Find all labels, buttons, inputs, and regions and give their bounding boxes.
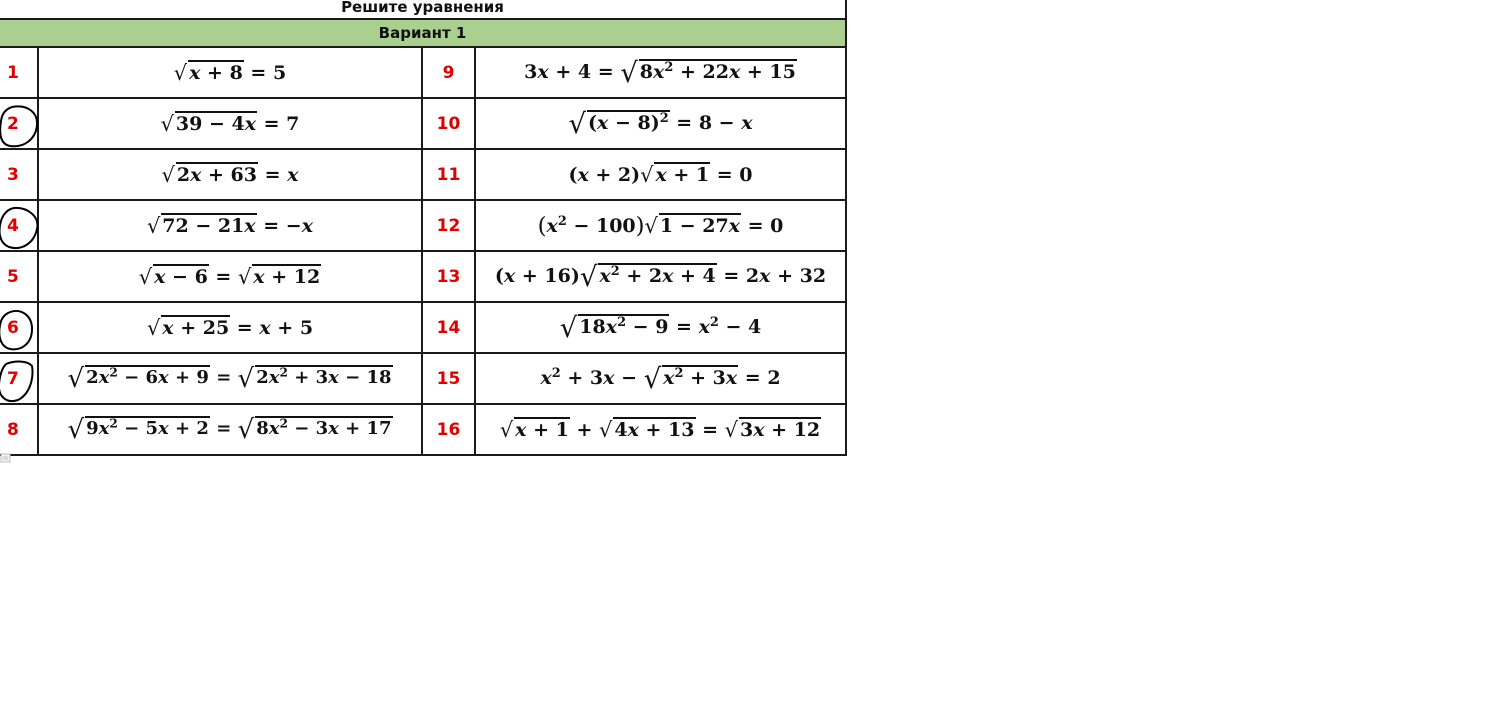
- table-row: [0, 47, 846, 98]
- radical: √ x + 1: [499, 417, 569, 442]
- problem-number: [0, 302, 38, 353]
- equation-2: √ 39 − 4x = 7: [38, 98, 422, 149]
- number-label: 8: [7, 419, 19, 440]
- variant-row: [0, 19, 846, 47]
- number-label: 13: [436, 266, 461, 287]
- table-row: [0, 98, 846, 149]
- equation-7: √ $2x^2 - 6x + 9$ = √ $2x^2 + 3x - 18$: [38, 353, 422, 404]
- radical: √ x + 8: [173, 60, 243, 85]
- radical: √ x + 25: [146, 315, 230, 340]
- radical: √ $(x - 8)^2$: [568, 107, 669, 140]
- problem-number: [0, 200, 38, 251]
- problem-number: [422, 404, 475, 455]
- number-label: 11: [436, 164, 461, 185]
- radical: √ $9x^2 - 5x + 2$: [67, 414, 209, 445]
- number-label: 15: [436, 368, 461, 389]
- radical: √ $x^2 + 3x$: [643, 362, 738, 395]
- equation-9: 3x + 4 = √ $8x^2 + 22x + 15$: [475, 47, 846, 98]
- problem-number: [422, 353, 475, 404]
- equation-10: √ $(x - 8)^2 = 8 - x$: [475, 98, 846, 149]
- equation-11: (x + 2)√ x + 1 = 0: [475, 149, 846, 200]
- number-label: 7: [7, 368, 19, 389]
- number-label: 5: [7, 266, 19, 287]
- radical: √ 72 − 21x: [146, 213, 256, 238]
- equation-1: √ x + 8 = 5: [38, 47, 422, 98]
- radical: √ $x^2 + 2x + 4$: [579, 260, 716, 293]
- equation-8: √ $9x^2 - 5x + 2$ = √ $8x^2 - 3x + 17$: [38, 404, 422, 455]
- radical: √ $8x^2 + 22x + 15$: [620, 56, 796, 89]
- equation-16: √ x + 1 + √ 4x + 13 = √ 3x + 12: [475, 404, 846, 455]
- number-label: 6: [7, 317, 19, 338]
- problem-number: [422, 302, 475, 353]
- number-label: 12: [436, 215, 461, 236]
- radical: √ 39 − 4x: [160, 111, 257, 136]
- problem-number: [422, 200, 475, 251]
- problem-number: [0, 404, 38, 455]
- equation-14: √ $18x^2 - 9 = x^2 - 4$: [475, 302, 846, 353]
- number-label: 4: [7, 215, 19, 236]
- equation-13: (x + 16)√ $x^2 + 2x + 4 = 2x + 32$: [475, 251, 846, 302]
- table-row: [0, 251, 846, 302]
- radical: √ 3x + 12: [724, 417, 821, 442]
- problem-number: [0, 353, 38, 404]
- radical: √ $2x^2 + 3x - 18$: [237, 363, 392, 394]
- problem-number: [422, 47, 475, 98]
- number-label: 1: [7, 62, 19, 83]
- radical: √ $8x^2 - 3x + 17$: [237, 414, 392, 445]
- radical: √ x + 1: [640, 162, 710, 187]
- equation-5: √ x − 6 = √ x + 12: [38, 251, 422, 302]
- radical: √ $18x^2 - 9$: [559, 311, 669, 344]
- problem-number: [422, 251, 475, 302]
- radical: √ $2x^2 - 6x + 9$: [67, 363, 209, 394]
- table-row: [0, 149, 846, 200]
- equations-worksheet: [0, 0, 846, 456]
- equation-12: $(x^2 - 100)√$ 1 − 27x = 0: [475, 200, 846, 251]
- problem-number: [0, 251, 38, 302]
- equation-6: √ x + 25 = x + 5: [38, 302, 422, 353]
- radical: √ x − 6: [138, 264, 208, 289]
- number-label: 2: [7, 113, 19, 134]
- table-row: [0, 404, 846, 455]
- table-row: [0, 302, 846, 353]
- title-row: [0, 0, 846, 19]
- problem-number: [422, 98, 475, 149]
- problem-number: [0, 149, 38, 200]
- number-label: 16: [436, 419, 461, 440]
- table-row: [0, 200, 846, 251]
- equation-4: √ 72 − 21x = −x: [38, 200, 422, 251]
- number-label: 9: [442, 62, 455, 83]
- number-label: 10: [436, 113, 461, 134]
- table-row: [0, 353, 846, 404]
- problem-number: [422, 149, 475, 200]
- paste-options-icon[interactable]: [0, 452, 14, 464]
- equations-table: [0, 0, 847, 456]
- variant-label: Вариант 1: [0, 19, 846, 47]
- radical: √ 1 − 27x: [644, 213, 740, 238]
- sheet-title: Решите уравнения: [0, 0, 846, 19]
- radical: √ 2x + 63: [161, 162, 257, 187]
- radical: √ x + 12: [237, 264, 321, 289]
- radical: √ 4x + 13: [599, 417, 695, 442]
- number-label: 3: [7, 164, 19, 185]
- equation-15: $x^2 + 3x$ − √ $x^2 + 3x = 2$: [475, 353, 846, 404]
- problem-number: [0, 98, 38, 149]
- problem-number: [0, 47, 38, 98]
- equation-3: √ 2x + 63 = x: [38, 149, 422, 200]
- number-label: 14: [436, 317, 461, 338]
